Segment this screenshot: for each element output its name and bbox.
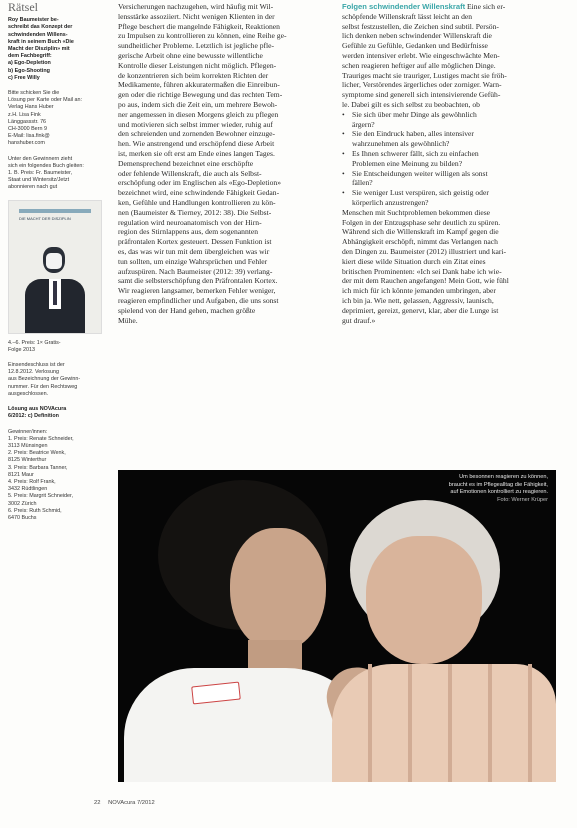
symptom-line: fällen? [352, 178, 373, 188]
body-text-line: Abhängigkeit erschöpft, nimmt das Verlangen nach [342, 237, 498, 247]
winner-line: 4. Preis: Rolf Frank, [8, 478, 56, 485]
symptom-text [352, 129, 474, 149]
winner-line: 8125 Winterthur [8, 457, 47, 464]
body-text-line: schen reagieren heftiger auf alle möglichen Dinge. [342, 60, 496, 70]
body-text-line: erschöpfung oder im Englischen als «Ego-Depletion» [118, 178, 282, 188]
deadline-line: Einsendeschluss ist der [8, 362, 65, 369]
blouse-stripe [368, 664, 372, 782]
winner-line: 1. Preis: Renate Schneider, [8, 435, 74, 442]
bullet-icon: • [342, 148, 345, 158]
winner-line: 8121 Maur [8, 471, 34, 478]
body-text-line: symptome sind generell sich intensivierende Gefüh- [342, 90, 501, 100]
page-number: 22 [94, 800, 101, 806]
winner-line: Gewinner/innen: [8, 428, 48, 435]
body-text-line: und motivieren sich selbst immer wieder, ruhig auf [118, 119, 273, 129]
article-photo [118, 470, 556, 782]
book-cover-image [8, 200, 102, 334]
body-text-line: der mit dem Rauchen angefangen! Mein Gott, wie fühl [342, 276, 509, 286]
article-column-2 [342, 2, 556, 325]
body-text-line: Demensprechend bezeichnet eine erschöpfte [118, 158, 254, 168]
symptom-item [342, 149, 556, 169]
winner-line: 3002 Zürich [8, 500, 37, 507]
book-cover-figure-tie [53, 281, 57, 305]
body-text-line: licher, Verstörendes ärgerliches oder zorniger. Warn- [342, 80, 502, 90]
prize-line: Staat und Wintersitz/Jetzt [8, 177, 70, 184]
winner-line: 6. Preis: Ruth Schmid, [8, 507, 62, 514]
deadline-line: 12.8.2012. Verlosung [8, 369, 59, 376]
body-text-line: region des Stirnlappens aus, dem sogenannten [118, 227, 259, 237]
body-text-line: werden intensiver erlebt. Wie eingeschwächte Men- [342, 50, 500, 60]
symptom-line: Problemen eine Meinung zu bilden? [352, 158, 463, 168]
puzzle-question [8, 17, 104, 82]
photo-credit: Foto: Werner Krüper [497, 496, 548, 503]
prize-line: abonnieren nach gut [8, 184, 58, 191]
body-text-line: ich bin ja. Wie nett, gelassen, Aggressiv, launisch, [342, 295, 494, 305]
photo-caption [398, 474, 548, 504]
body-text-line: gerische Arbeit ohne eine bewusste willentliche [118, 50, 263, 60]
body-text-line: Während sich die Willenskraft im Kampf gegen die [342, 227, 499, 237]
intro-fragment: Eine sich er- [467, 2, 506, 11]
body-text-line: selbst festzustellen, die Zeichen sind subtil. Persön- [342, 21, 499, 31]
bullet-icon: • [342, 129, 345, 139]
symptom-line: Sie weniger Lust verspüren, sich geistig oder [352, 188, 489, 198]
body-text-line: Pflege beschert die mangelnde Fähigkeit, Reaktionen [118, 21, 280, 31]
symptom-line: wahrzunehmen als gewöhnlich? [352, 139, 450, 149]
question-line: Macht der Disziplin» mit [8, 46, 70, 53]
body-text-line: deprimiert, gereizt, genervt, klar, aber die Lunge ist [342, 305, 499, 315]
page-footer [94, 800, 161, 806]
symptom-item [342, 188, 556, 208]
question-line: kraft in seinem Buch «Die [8, 38, 74, 45]
symptom-line: Sie sich über mehr Dinge als gewöhnlich [352, 109, 477, 119]
book-cover-figure-face [46, 253, 62, 269]
book-cover-band [19, 209, 91, 213]
question-line: dem Fachbegriff: [8, 53, 52, 60]
solution-line: 6/2012: c) Definition [8, 413, 59, 420]
bullet-icon: • [342, 168, 345, 178]
body-text-line: es, das was wir tun mit dem übergleichen was wir [118, 246, 270, 256]
book-ref-line: Folge 2013 [8, 346, 35, 353]
magazine-name: NOVAcura 7/2012 [108, 800, 155, 806]
body-text-line: reagieren empfindlicher und Aufgaben, die uns sonst [118, 295, 279, 305]
body-text-line: Kontrolle dieser Leistungen nicht möglich. Pflegen- [118, 60, 277, 70]
caption-line: auf Emotionen kontrolliert zu reagieren. [450, 489, 548, 496]
elderly-woman-face [366, 536, 482, 664]
prize-info [8, 156, 104, 192]
body-text-line: oder fehlende Willenskraft, die auch als Selbst- [118, 168, 262, 178]
prize-line: Unter den Gewinnern zieht [8, 155, 73, 162]
address-line: Verlag Hans Huber [8, 104, 54, 111]
winner-line: 3432 Rüdtlingen [8, 486, 48, 493]
body-text-line: regulation wird neuroanatomisch von der Hirn- [118, 217, 262, 227]
symptom-item [342, 169, 556, 189]
address-line: CH-3000 Bern 9 [8, 126, 47, 133]
solution-line: Lösung aus NOVAcura [8, 406, 67, 413]
prize-line: sich ein folgendes Buch gleiten: [8, 162, 84, 169]
section-intro [342, 12, 556, 110]
article-column-1 [118, 2, 334, 325]
body-text-line: bezeichnet wird, eine schwindende Fähigkeit Gedan- [118, 188, 280, 198]
blouse-stripe [488, 664, 492, 782]
winners-list [8, 429, 104, 523]
answer-option: c) Free Willy [8, 74, 40, 81]
body-text-line: Versicherungen nachzugehen, wird häufig mit Wil- [118, 2, 274, 11]
solution-heading [8, 406, 104, 420]
body-text-line: sundheitlicher Probleme. Letztlich ist jegliche pfle- [118, 41, 275, 51]
body-text-line: ken, Gefühle und Handlungen kontrollieren zu kön- [118, 197, 276, 207]
symptom-line: Es Ihnen schwerer fällt, sich zu einfachen [352, 148, 479, 158]
book-reference [8, 340, 104, 354]
symptom-item [342, 129, 556, 149]
bullet-icon: • [342, 188, 345, 198]
body-text-line: de konzentrieren sich beim korrekten Richten der [118, 70, 269, 80]
symptom-text [352, 149, 479, 169]
body-text-line: Medikamente, führen akkuratermaßen die Einreibun- [118, 80, 280, 90]
winner-line: 2. Preis: Beatrice Wenk, [8, 450, 66, 457]
body-text-line: po aus, indem sich die Zeit ein, um mehrere Bewoh- [118, 99, 278, 109]
body-text-line: samt die selbsterschöpfung den Präfrontalen Kortex. [118, 276, 278, 286]
blouse-stripe [528, 664, 532, 782]
symptom-list [342, 110, 556, 208]
symptom-line: Sie den Eindruck haben, alles intensiver [352, 129, 474, 139]
caption-line: braucht es im Pflegealltag die Fähigkeit, [448, 481, 548, 488]
body-text-line: gut drauf.» [342, 315, 376, 325]
question-line: schreibt das Konzept der [8, 24, 73, 31]
body-text-line: spielend von der Hand gehen, machen größte [118, 305, 256, 315]
body-text-line: Folgen in der Entzugsphase sehr deutlich zu spüren. [342, 217, 501, 227]
puzzle-sidebar [6, 2, 104, 797]
body-text-line: aufzuspüren. Nach Baumeister (2012: 39) verlang- [118, 266, 273, 276]
winner-line: 5. Preis: Margrit Schneider, [8, 493, 74, 500]
body-text-line: gen oder die richtige Bewegung und das rechten Tem- [118, 90, 283, 100]
body-text-line: le. Dabei gilt es sich selbst zu beobachten, ob [342, 99, 480, 109]
address-line: z.H. Lisa Fink [8, 111, 41, 118]
caption-line: Um besonnen reagieren zu können, [459, 474, 548, 480]
body-text-line: schöpfende Willenskraft lässt leicht an den [342, 11, 473, 21]
blouse-stripe [448, 664, 452, 782]
deadline-info [8, 362, 104, 398]
body-text-line: ner angemessen in diesen Morgens gleich zu pflegen [118, 109, 279, 119]
address-line: Lösung per Karte oder Mail an: [8, 97, 83, 104]
symptom-text [352, 110, 477, 130]
answer-option: b) Ego-Shooting [8, 67, 50, 74]
section-outro [342, 208, 556, 326]
section-intro-line [342, 2, 556, 12]
body-text-line: ist, merken sie oft erst am Ende eines langen Tages. [118, 148, 275, 158]
deadline-line: nummer. Für den Rechtsweg [8, 383, 78, 390]
deadline-line: aus Bezeichnung der Gewinn- [8, 376, 81, 383]
body-text-line: Mühe. [118, 315, 138, 325]
submission-address [8, 90, 104, 148]
symptom-line: Sie Entscheidungen weiter willigen als sonst [352, 168, 488, 178]
body-text-line: den Dingen zu. Baumeister (2012) illustriert und kari- [342, 246, 507, 256]
body-text-line: lensstärke assoziiert. Nicht wenigen Klienten in der [118, 11, 275, 21]
question-line: schwindenden Willens- [8, 31, 68, 38]
symptom-line: ärgern? [352, 119, 375, 129]
symptom-text [352, 169, 488, 189]
answer-option: a) Ego-Depletion [8, 60, 51, 67]
symptom-text [352, 188, 489, 208]
body-text-line: hen. Wie anstrengend und erschöpfend diese Arbeit [118, 139, 275, 149]
winner-line: 3. Preis: Barbara Tanner, [8, 464, 68, 471]
body-text-line: kiert diese wilde Situation durch ein Zitat eines [342, 256, 486, 266]
address-line: Länggassstr. 76 [8, 118, 47, 125]
body-text-line: Menschen mit Suchtproblemen bekommen diese [342, 207, 491, 217]
prize-line: 1. B. Preis: Fr. Baumeister, [8, 170, 73, 177]
deadline-line: ausgeschlossen. [8, 390, 49, 397]
address-line: E-Mail: lisa.fink@ [8, 133, 50, 140]
bullet-icon: • [342, 109, 345, 119]
body-text-line: präfrontalen Kortex gesteuert. Dessen Funktion ist [118, 237, 272, 247]
section-heading: Folgen schwindender Willenskraft [342, 2, 466, 11]
body-text-line: Wir reagieren langsamer, bemerken Fehler weniger, [118, 286, 276, 296]
symptom-item [342, 110, 556, 130]
body-text-line: lich denken neben schwindender Willenskraft die [342, 31, 492, 41]
body-text-line: den schreienden und zornenden Bewohner einzuge- [118, 129, 276, 139]
body-text-line: nen (Baumeister & Tierney, 2012: 38). Die Selbst- [118, 207, 272, 217]
book-ref-line: 4.–6. Preis: 1× Gratis- [8, 339, 61, 346]
body-text-line: tun sollten, um einzige Wahrsprüchen und Fehler [118, 256, 268, 266]
address-line: Bitte schicken Sie die [8, 90, 60, 97]
body-text-line: britischen Prominenten: «Ich sei Dank habe ich wie- [342, 266, 502, 276]
address-line: hanshuber.com [8, 140, 45, 147]
blouse-stripe [408, 664, 412, 782]
symptom-line: körperlich anzustrengen? [352, 197, 429, 207]
body-text-line: zu Impulsen zu kontrollieren zu können, eine Reihe ge- [118, 31, 287, 41]
body-text-line: Gefühle zu Gefühle, Gedanken und Bedürfnisse [342, 41, 488, 51]
elderly-woman-blouse [332, 664, 556, 782]
nurse-face [230, 528, 326, 652]
body-text-line: Trauriges macht sie trauriger, Lustiges macht sie fröh- [342, 70, 507, 80]
question-line: Roy Baumeister be- [8, 17, 59, 24]
winner-line: 6470 Buchs [8, 514, 37, 521]
sidebar-title: Rätsel [8, 0, 38, 14]
winner-line: 3113 Münsingen [8, 442, 48, 449]
book-cover-title: DIE MACHT DER DISZIPLIN [19, 215, 71, 221]
body-text-line: ich mich für ich könnte jemanden umbringen, aber [342, 286, 496, 296]
